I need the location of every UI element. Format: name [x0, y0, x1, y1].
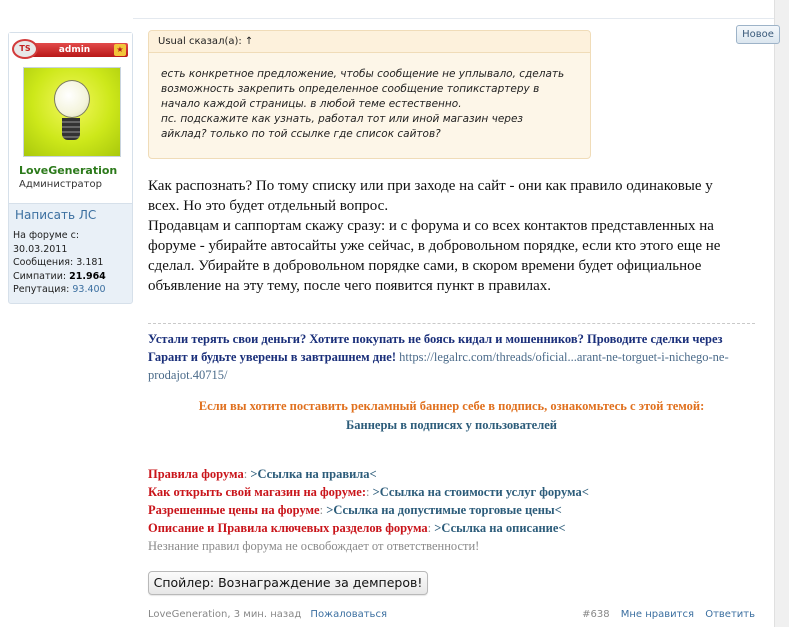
rule-label: Описание и Правила ключевых разделов форума [148, 521, 428, 535]
page-scrollbar[interactable] [774, 0, 789, 627]
rule-line [148, 483, 755, 501]
rule-sep: : [427, 521, 435, 535]
rule-link[interactable]: >Ссылка на допустимые торговые цены< [326, 503, 562, 517]
message-paragraph: Продавцам и саппортам скажу сразу: и с форума и со всех контактов представленных на форуме - убирайте автосайты уже сейчас, в добровольном порядке, если кто этого еще не сделал. Убирайте в добровольном порядке сами, в скором времени будет официальное объявление на эту тему, после чего появится пункт в правилах. [148, 218, 721, 294]
quote-header-link[interactable]: Usual сказал(а): ↑ [149, 31, 590, 53]
messages-label: Сообщения: [13, 257, 74, 268]
new-button[interactable]: Новое [736, 25, 780, 44]
send-pm-link[interactable]: Написать ЛС [15, 208, 97, 222]
banner-link[interactable]: Баннеры в подписях у пользователей [346, 418, 557, 432]
quote-line: пс. подскажите как узнать, работал тот или иной магазин через [161, 113, 523, 125]
promo-link[interactable]: https://legalrc.com/threads/oficial...arant-ne-torguet-i-nichego-ne-prodajot.40715/ [148, 350, 729, 382]
joined-date: 30.03.2011 [13, 243, 68, 255]
banner-text: Если вы хотите поставить рекламный баннер себе в подпись, ознакомьтесь с этой темой: [198, 399, 705, 413]
messages-count: 3.181 [76, 257, 104, 268]
post-author-time[interactable]: LoveGeneration, 3 мин. назад [148, 609, 302, 620]
rule-label: Как открыть свой магазин на форуме: [148, 485, 367, 499]
lightbulb-base-icon [62, 118, 80, 140]
rule-sep: : [319, 503, 327, 517]
post-actions [574, 609, 755, 620]
rules-disclaimer: Незнание правил форума не освобождает от ответственности! [148, 539, 480, 553]
rule-link[interactable]: >Ссылка на правила< [250, 467, 377, 481]
quote-line: есть конкретное предложение, чтобы сообщение не уплывало, сделать [161, 68, 565, 80]
message-body [148, 176, 748, 296]
quote-line: айклад? только по той ссылке где список сайтов? [161, 128, 441, 140]
likes-count: 21.964 [69, 270, 106, 282]
quote-line: возможность закрепить определенное сообщение топикстартеру в [161, 83, 540, 95]
message-paragraph: Как распознать? По тому списку или при заходе на сайт - они как правило одинаковые у всех. Но это будет отдельный вопрос. [148, 178, 713, 214]
rule-label: Разрешенные цены на форуме [148, 503, 320, 517]
rules-list [148, 465, 755, 555]
topic-starter-badge: TS [12, 39, 38, 59]
joined-label: На форуме с: [13, 230, 80, 241]
top-divider [133, 18, 789, 19]
rule-line [148, 465, 755, 483]
report-link[interactable]: Пожаловаться [310, 609, 387, 620]
avatar[interactable] [23, 67, 121, 157]
quote-block [148, 30, 591, 159]
reply-link[interactable]: Ответить [705, 609, 755, 620]
rule-label: Правила форума [148, 467, 244, 481]
rep-label: Репутация: [13, 284, 70, 295]
banner-info [148, 397, 755, 435]
rep-value-link[interactable]: 93.400 [72, 284, 106, 295]
user-stats [13, 229, 106, 297]
lightbulb-icon [54, 80, 90, 118]
user-card [9, 33, 132, 204]
likes-label: Симпатии: [13, 270, 67, 282]
user-sidebar [8, 32, 133, 304]
username-link[interactable]: LoveGeneration [19, 164, 118, 177]
rule-link[interactable]: >Ссылка на стоимости услуг форума< [372, 485, 589, 499]
spoiler-button[interactable]: Спойлер: Вознаграждение за демперов! [148, 571, 428, 595]
star-icon: ★ [114, 44, 126, 56]
rule-line [148, 501, 755, 519]
promo-text: Устали терять свои деньги? Хотите покупать не боясь кидал и мошенников? Проводите сделки через Гарант и будьте уверены в завтрашнем дне! [148, 332, 723, 364]
signature-divider [148, 323, 755, 324]
signature-promo [148, 330, 755, 384]
post-footer [148, 609, 755, 620]
user-title: Администратор [19, 179, 102, 190]
rule-sep: : [366, 485, 373, 499]
post-number-link[interactable]: #638 [582, 609, 610, 620]
rule-line [148, 519, 755, 537]
role-badge-label: admin [58, 45, 91, 55]
quote-body [161, 67, 581, 142]
like-link[interactable]: Мне нравится [620, 609, 695, 620]
quote-line: начало каждой страницы. в любой теме естественно. [161, 98, 462, 110]
rule-sep: : [243, 467, 251, 481]
rule-link[interactable]: >Ссылка на описание< [434, 521, 566, 535]
